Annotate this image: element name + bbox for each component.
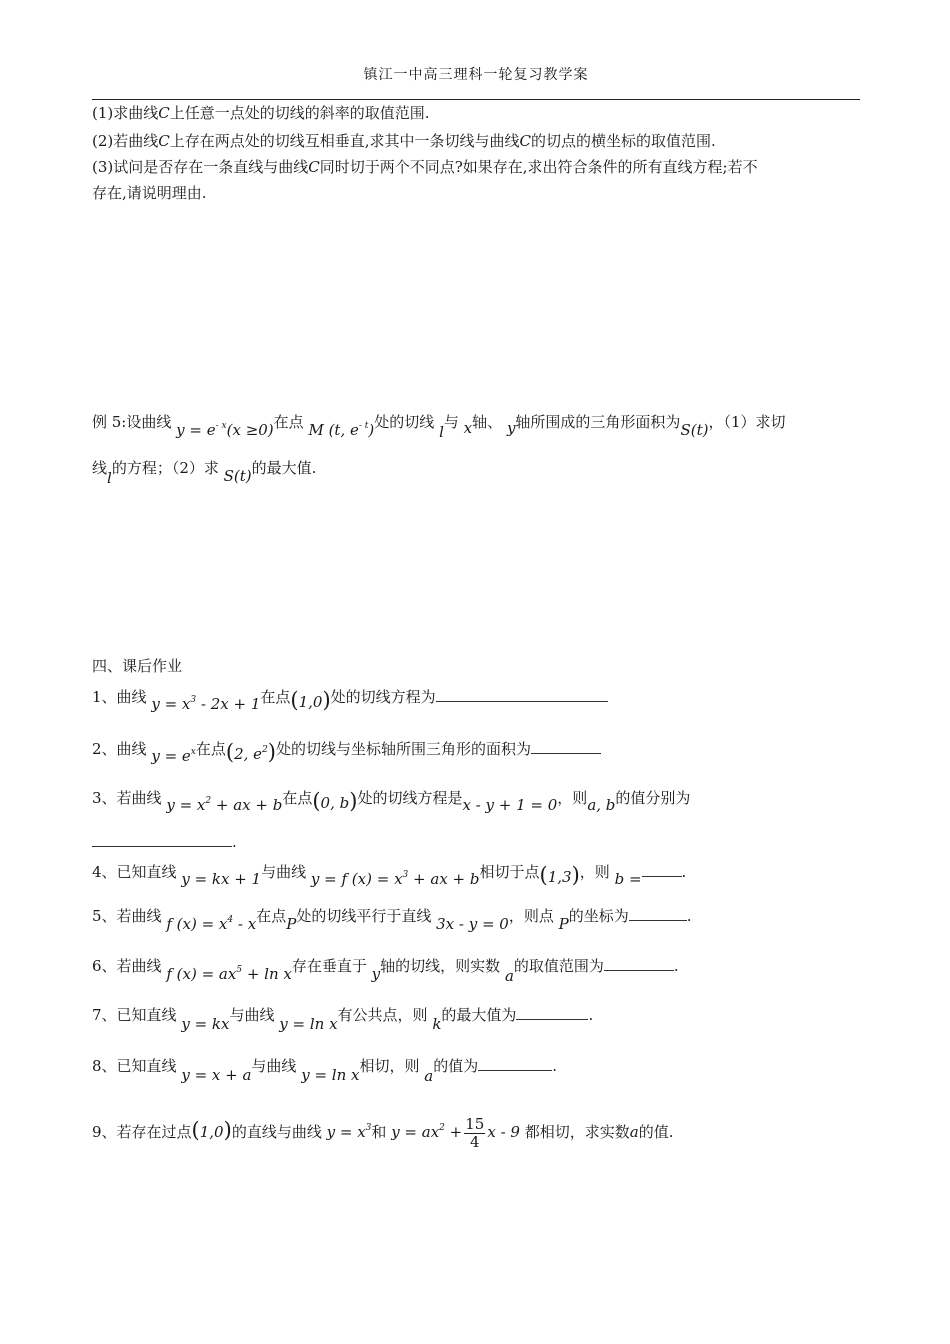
homework-q6: 6、若曲线 f $(x) = ax^5 + \ln x$存在垂直于 y轴的切线，则实数 a的取值范围为 .	[92, 957, 679, 985]
ex5-point: M (t, $e^{- t}$)	[308, 421, 375, 439]
question-1	[92, 103, 430, 123]
page-header: 镇江一中高三理科一轮复习教学案	[363, 67, 589, 83]
answer-blank-1[interactable]	[436, 688, 608, 702]
answer-blank-2[interactable]	[531, 740, 601, 754]
var-c: C	[519, 132, 531, 150]
homework-title: 四、课后作业	[92, 657, 183, 675]
q2-text-a: (2)若曲线	[92, 132, 159, 150]
var-l: l	[107, 469, 112, 487]
answer-blank-7[interactable]	[516, 1006, 588, 1020]
ex5-area: 轴所围成的三角形面积为	[515, 413, 681, 431]
var-y: y	[506, 419, 516, 437]
ex5-at-point: 在点	[273, 413, 304, 431]
q3-text-a: (3)试问是否存在一条直线与曲线	[92, 158, 309, 176]
var-c: C	[158, 104, 170, 122]
var-s: S(t)	[223, 467, 252, 485]
ex5-tangent: 处的切线	[374, 413, 435, 431]
answer-blank-5[interactable]	[629, 907, 687, 921]
homework-q5: 5、若曲线 f $(x) = x^4 - x$在点P处的切线平行于直线 3x - y = 0，则点 P的坐标为 .	[92, 907, 692, 933]
header-rule	[92, 99, 860, 100]
q3-text-b: 同时切于两个不同点?如果存在,求出符合条件的所有直线方程;若不	[319, 158, 758, 176]
homework-q9: 9、若存在过点(1,0)的直线与曲线 $y = x^3$和 $y = ax^2$ + $\frac{15}{4}$ x - 9 都相切，求实数a的值.	[92, 1114, 674, 1151]
example-5-line-1: 例 5:设曲线 $y = e^{- x}(x \ge 0)$在点 M (t, $e^{- t}$)处的切线 l与 x轴、 y轴所围成的三角形面积为S(t)，（1）求切	[92, 413, 786, 441]
homework-q3: 3、若曲线 $y = x^2$ + ax + b在点(0, b)处的切线方程是x - y + 1 = 0，则a, b的值分别为	[92, 789, 691, 814]
homework-q7: 7、已知直线 y = kx与曲线 y = ln x有公共点，则 k的最大值为 .	[92, 1006, 594, 1033]
ex5-prefix: 例 5:设曲线	[92, 413, 172, 431]
ex5-part1: ，（1）求切	[708, 413, 786, 431]
q2-text-c: 的切点的横坐标的取值范围.	[531, 132, 716, 150]
var-l: l	[439, 423, 444, 441]
answer-blank-3[interactable]	[92, 833, 232, 847]
ex5-curve: $y = e^{- x}(x \ge 0)$	[176, 421, 274, 439]
q1-text-a: (1)求曲线	[92, 104, 159, 122]
homework-q1: 1、曲线 $y = x^3 - 2x + 1$在点(1,0)处的切线方程为	[92, 685, 608, 707]
answer-blank-4[interactable]	[642, 869, 682, 877]
homework-q3-blank-line: .	[92, 832, 237, 852]
homework-q4: 4、已知直线 y = kx + 1与曲线 y = f $(x) = x^3$ + ax + b相切于点(1,3)，则 b = .	[92, 863, 687, 888]
var-s: S(t)	[680, 421, 709, 439]
answer-blank-8[interactable]	[478, 1057, 552, 1071]
q2-text-b: 上存在两点处的切线互相垂直,求其中一条切线与曲线	[169, 132, 520, 150]
answer-blank-6[interactable]	[604, 957, 674, 971]
homework-q8: 8、已知直线 y = x + a与曲线 y = ln x相切，则 a的值为 .	[92, 1057, 558, 1085]
var-c: C	[158, 132, 170, 150]
var-c: C	[308, 158, 320, 176]
homework-q2: 2、曲线 $y = e^x$在点(2, $e^2$)处的切线与坐标轴所围三角形的面积为	[92, 737, 601, 759]
var-x: x	[463, 419, 473, 437]
question-3-continued: 存在,请说明理由.	[92, 184, 207, 202]
question-3	[92, 157, 758, 177]
question-2	[92, 131, 716, 151]
example-5-line-2: 线l的方程；（2）求 S(t)的最大值.	[92, 459, 317, 487]
fraction-15-4: $\frac{15}{4}$	[465, 1114, 485, 1151]
q1-text-b: 上任意一点处的切线的斜率的取值范围.	[169, 104, 430, 122]
